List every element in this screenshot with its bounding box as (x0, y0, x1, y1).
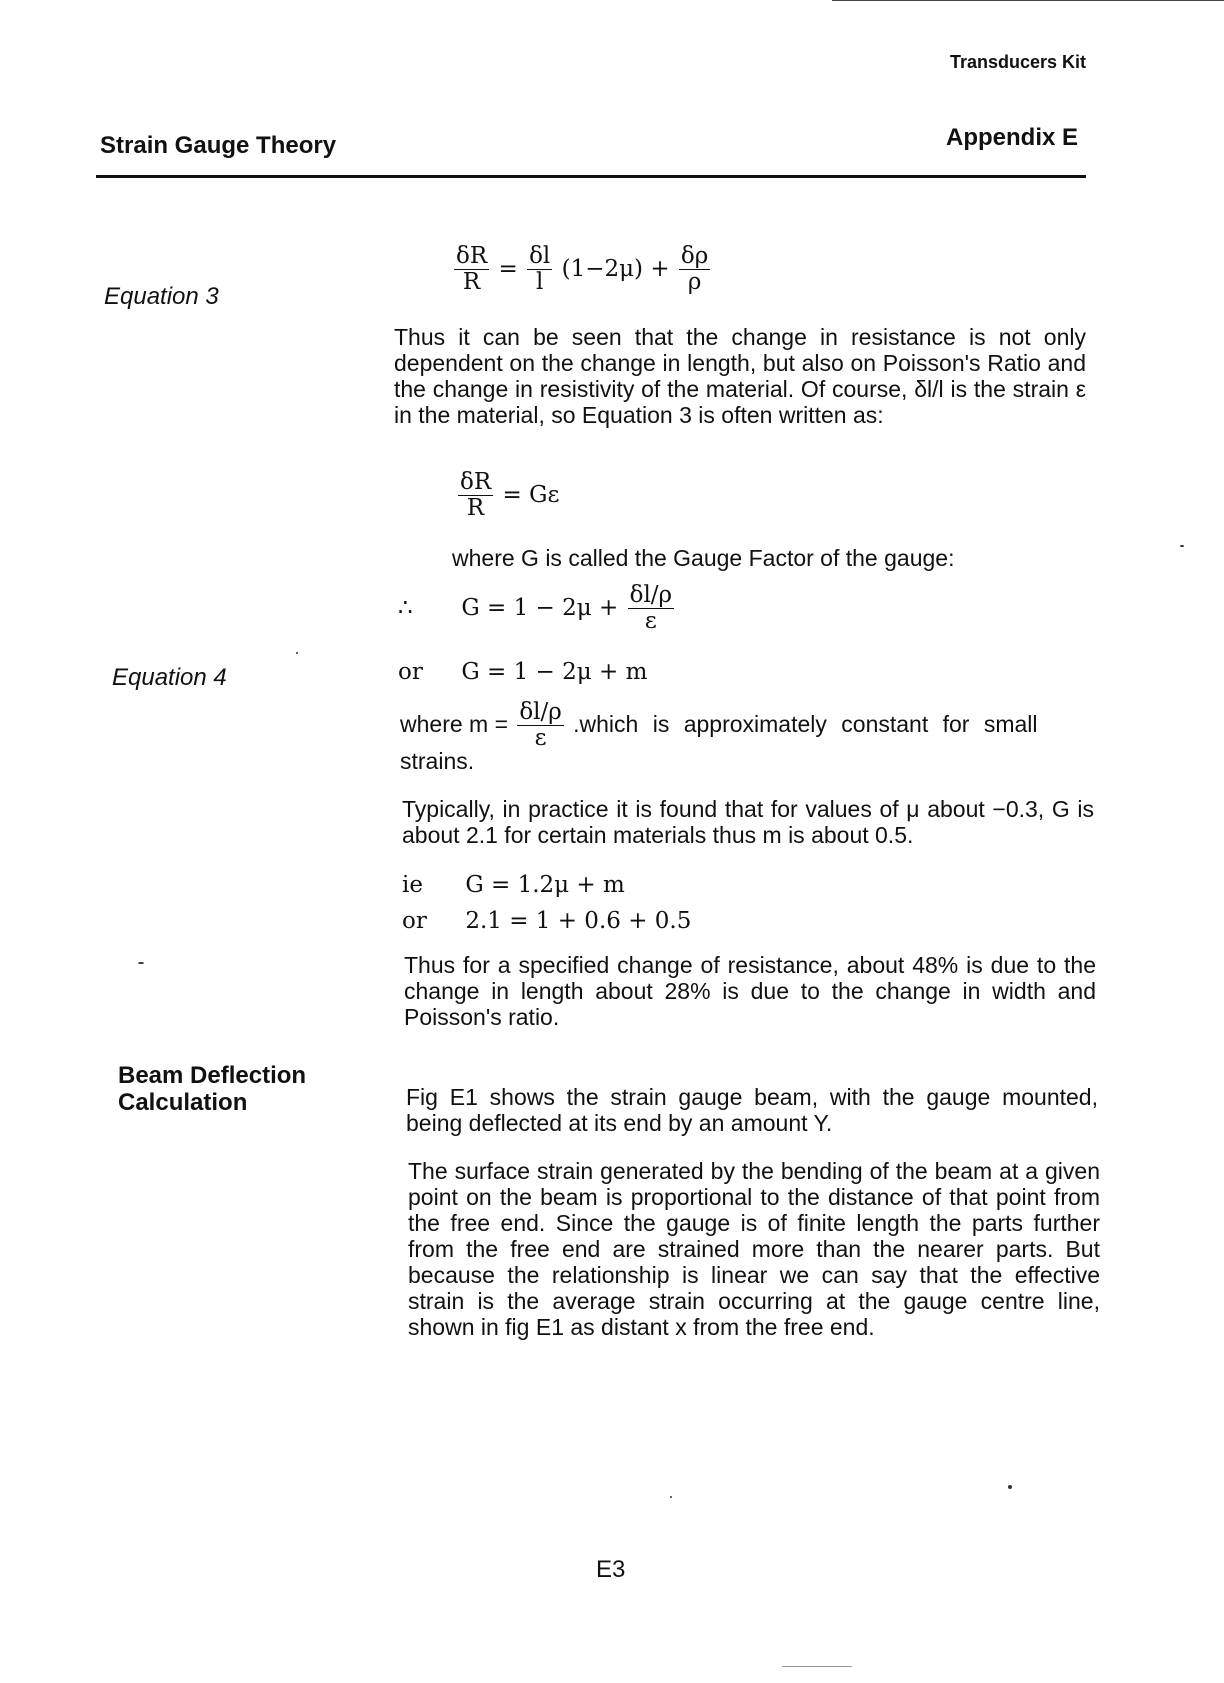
where-g-text: where G is called the Gauge Factor of the gauge: (452, 545, 955, 571)
where-m-block (400, 700, 1092, 775)
section-title: Strain Gauge Theory (100, 132, 337, 159)
paragraph-typical-values: Typically, in practice it is found that for values of μ about −0.3, G is about 2.1 for certain materials thus m is about 0.5. (402, 796, 1094, 848)
or-label: or (398, 659, 423, 685)
scan-speck (782, 1666, 852, 1667)
equation-4 (398, 659, 647, 685)
lhs-fraction: $\frac{\delta R}{R}$ (456, 243, 488, 296)
paragraph-surface-strain: The surface strain generated by the bending of the beam at a given point on the beam is proportional to the distance of that point from the free end. Since the gauge is of finite length the parts further from the free end are strained more than the nearer parts. But because the relationship is linear we can say that the effective strain is the average strain occurring at the gauge centre line, shown in fig E1 as distant x from the free end. (408, 1158, 1100, 1340)
equals-sign: = (498, 255, 518, 282)
header-rule (96, 175, 1086, 178)
equation-4-expression: G = 1 − 2μ + m (461, 659, 648, 685)
gf-rhs: = Gε (502, 481, 560, 508)
scan-speck (138, 962, 144, 964)
scan-speck (670, 1496, 672, 1498)
beam-heading-line-1: Beam Deflection (118, 1062, 307, 1089)
resistivity-fraction: $\frac{\delta\rho}{\rho}$ (680, 243, 709, 296)
poisson-factor: (1−2μ) + (561, 255, 670, 282)
equation-gauge-factor (456, 470, 559, 522)
kit-title: Transducers Kit (950, 52, 1087, 72)
g-resistivity-fraction: $\frac{\delta l/\rho}{\varepsilon}$ (629, 582, 673, 635)
gf-lhs-fraction: $\frac{\delta R}{R}$ (460, 469, 492, 522)
equation-3-label: Equation 3 (104, 283, 219, 310)
appendix-label: Appendix E (946, 124, 1079, 151)
equation-4-label: Equation 4 (112, 664, 227, 691)
where-m-suffix: .which is approximately constant for small (573, 710, 1038, 737)
scan-speck (1008, 1485, 1012, 1489)
m-fraction: $\frac{\delta l/\rho}{\varepsilon}$ (519, 699, 562, 752)
scan-speck (296, 652, 298, 654)
g-expression: G = 1 − 2μ + (461, 594, 619, 621)
paragraph-resistance-share: Thus for a specified change of resistance, about 48% is due to the change in length about 28% is due to the change in width and Poisson's ratio. (404, 952, 1096, 1030)
ie-expression: G = 1.2μ + m (465, 872, 625, 898)
or-line (402, 908, 691, 934)
top-edge-rule (832, 0, 1224, 1)
where-m-prefix: where m = (400, 710, 509, 737)
paragraph-resistance-change: Thus it can be seen that the change in resistance is not only dependent on the change in length, but also on Poisson's Ratio and the change in resistivity of the material. Of course, δl/l is the strain ε in the material, so Equation 3 is often written as: (394, 324, 1086, 428)
where-m-line-2: strains. (400, 747, 475, 774)
paragraph-fig-e1: Fig E1 shows the strain gauge beam, with the gauge mounted, being deflected at its end by an amount Y. (406, 1084, 1098, 1136)
beam-heading-line-2: Calculation (118, 1089, 248, 1116)
ie-line (402, 872, 625, 898)
page-number: E3 (596, 1556, 626, 1583)
ie-label: ie (402, 872, 423, 898)
equation-g-expanded (398, 583, 676, 635)
scan-speck (1180, 545, 1184, 547)
length-fraction: $\frac{\delta l}{l}$ (529, 243, 551, 296)
or-label-2: or (402, 908, 427, 934)
therefore-symbol: ∴ (398, 594, 413, 621)
or-expression: 2.1 = 1 + 0.6 + 0.5 (465, 908, 692, 934)
beam-deflection-heading (118, 1062, 306, 1116)
where-m-line (400, 700, 1092, 752)
equation-3 (452, 244, 712, 296)
